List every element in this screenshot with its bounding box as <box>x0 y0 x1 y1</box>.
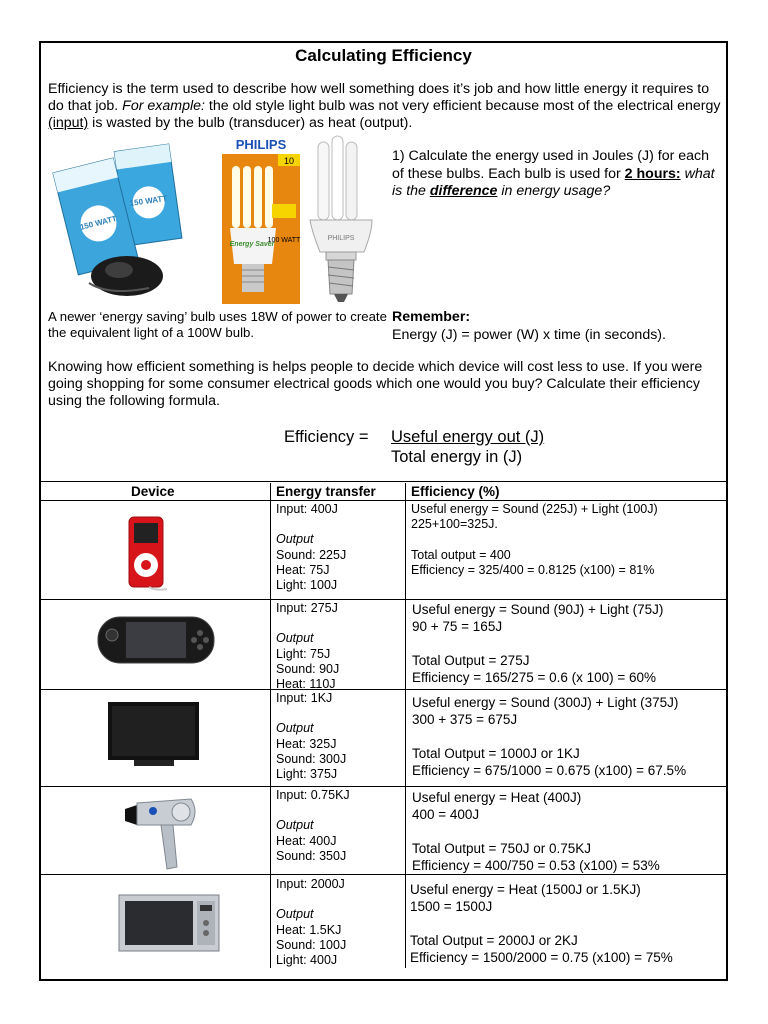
row3-output-label: Output <box>276 721 314 736</box>
intro-example-label: For example: <box>122 98 205 114</box>
page-title: Calculating Efficiency <box>295 46 472 65</box>
handheld-console-icon <box>96 613 216 668</box>
formula-label: Efficiency = <box>284 428 369 446</box>
intro-input-word: (input) <box>48 115 89 131</box>
row5-heat: Heat: 1.5KJ <box>276 922 342 937</box>
formula-denominator: Total energy in (J) <box>391 448 523 466</box>
row-divider-4 <box>41 874 726 875</box>
row2-transfer <box>276 601 339 692</box>
row5-useful: Useful energy = Heat (1500J or 1.5KJ) <box>410 882 641 897</box>
remember-box <box>392 309 722 344</box>
row3-sound: Sound: 300J <box>276 751 347 766</box>
row3-sum: 300 + 375 = 675J <box>412 712 518 727</box>
table-header-line <box>41 500 726 501</box>
row1-light: Light: 100J <box>276 578 338 593</box>
question-1 <box>392 148 724 201</box>
intro-text-3: is wasted by the bulb (transducer) as heat (output). <box>88 115 413 131</box>
row5-input: Input: 2000J <box>276 877 345 891</box>
formula-numerator: Useful energy out (J) <box>391 428 545 446</box>
row4-spacer <box>276 803 350 818</box>
row2-input: Input: 275J <box>276 601 338 615</box>
row-divider-1 <box>41 599 726 600</box>
row2-sum: 90 + 75 = 165J <box>412 619 503 634</box>
row4-result: Efficiency = 400/750 = 0.53 (x100) = 53% <box>412 858 660 873</box>
question-difference: difference <box>429 183 498 199</box>
row5-efficiency <box>410 881 673 966</box>
row3-useful: Useful energy = Sound (300J) + Light (375J) <box>412 695 679 710</box>
row1-total: Total output = 400 <box>411 547 511 562</box>
row1-result: Efficiency = 325/400 = 0.8125 (x100) = 81% <box>411 562 655 577</box>
intro-text-1: Efficiency is the term used to describe how well something does it’s job and how little energy it requires to do that job. <box>48 81 710 114</box>
row4-heat: Heat: 400J <box>276 833 337 848</box>
row3-total: Total Output = 1000J or 1KJ <box>412 746 580 761</box>
energy-saver-text: Energy Saver <box>229 241 275 248</box>
row4-total: Total Output = 750J or 0.75KJ <box>412 841 591 856</box>
microwave-icon <box>117 891 222 955</box>
row5-light: Light: 400J <box>276 953 338 968</box>
row2-efficiency <box>412 601 663 686</box>
worksheet <box>39 41 728 981</box>
row5-total: Total Output = 2000J or 2KJ <box>410 933 578 948</box>
row5-sound: Sound: 100J <box>276 937 347 952</box>
box-wattage: 100 WATT <box>267 237 301 244</box>
row3-transfer <box>276 691 346 782</box>
question-text-3: in energy usage? <box>497 183 611 199</box>
header-device: Device <box>131 484 175 499</box>
row-divider-3 <box>41 786 726 787</box>
energy-formula: Energy (J) = power (W) x time (in seconds). <box>392 326 666 343</box>
remember-heading: Remember: <box>392 309 471 325</box>
row4-transfer <box>276 788 350 864</box>
intro-paragraph <box>48 81 724 132</box>
row1-heat: Heat: 75J <box>276 562 330 577</box>
row1-spacer <box>276 517 346 532</box>
row3-efficiency <box>412 694 686 779</box>
energy-saving-note: A newer ‘energy saving’ bulb uses 18W of power to create the equivalent light of a 100W bulb. <box>48 309 387 340</box>
bulb-brand-text: PHILIPS <box>327 235 355 242</box>
row5-output-label: Output <box>276 907 314 922</box>
question-text-2: what is the <box>392 165 715 199</box>
row1-sound: Sound: 225J <box>276 547 347 562</box>
row3-input: Input: 1KJ <box>276 691 333 705</box>
row2-output-label: Output <box>276 631 314 646</box>
column-divider-1 <box>270 483 271 968</box>
row3-heat: Heat: 325J <box>276 736 337 751</box>
row5-gap <box>410 915 673 932</box>
row4-useful: Useful energy = Heat (400J) <box>412 790 582 805</box>
row2-heat: Heat: 110J <box>276 677 336 692</box>
row4-efficiency <box>412 789 660 874</box>
row5-sum: 1500 = 1500J <box>410 899 493 914</box>
header-efficiency: Efficiency (%) <box>411 484 500 499</box>
table-top-line <box>41 481 726 482</box>
box-wattage-front: 150 WATT <box>79 214 118 232</box>
row4-sound: Sound: 350J <box>276 848 347 863</box>
old-bulb-boxes-image <box>49 138 184 303</box>
row5-result: Efficiency = 1500/2000 = 0.75 (x100) = 75% <box>410 950 673 965</box>
row-divider-2 <box>41 689 726 690</box>
row1-efficiency <box>411 502 658 578</box>
row5-transfer <box>276 877 346 968</box>
row4-output-label: Output <box>276 818 314 833</box>
years-badge: 10 <box>283 156 295 166</box>
row2-light: Light: 75J <box>276 646 331 661</box>
row1-useful: Useful energy = Sound (225J) + Light (100J) <box>411 502 658 516</box>
row2-spacer <box>276 616 339 631</box>
row3-light: Light: 375J <box>276 767 338 782</box>
row3-gap <box>412 728 686 745</box>
box-wattage-back: 150 WATT <box>129 193 168 208</box>
row4-input: Input: 0.75KJ <box>276 788 350 802</box>
row1-sum: 225+100=325J. <box>411 517 498 532</box>
energy-saver-box-image <box>222 134 302 306</box>
row3-spacer <box>276 706 346 721</box>
header-energy-transfer: Energy transfer <box>276 484 376 499</box>
row5-spacer <box>276 892 346 907</box>
knowing-paragraph: Knowing how efficient something is helps people to decide which device will cost less to use. If you were going shopping for some consumer electrical goods which one would you buy? Calculate their efficiency using the following formula. <box>48 359 703 409</box>
hair-dryer-icon <box>121 797 201 872</box>
row1-transfer <box>276 502 346 593</box>
row2-result: Efficiency = 165/275 = 0.6 (x 100) = 60% <box>412 670 657 685</box>
philips-logo-text: PHILIPS <box>235 137 287 152</box>
question-hours: 2 hours: <box>624 165 681 182</box>
row4-sum: 400 = 400J <box>412 807 480 822</box>
row2-sound: Sound: 90J <box>276 661 340 676</box>
energy-saving-bulb-image <box>306 134 381 306</box>
intro-text-2: the old style light bulb was not very efficient because most of the electrical energy <box>204 98 721 114</box>
row2-total: Total Output = 275J <box>412 653 530 668</box>
mp3-player-icon <box>119 515 179 593</box>
row1-output-label: Output <box>276 532 314 547</box>
row4-gap <box>412 823 660 840</box>
row3-result: Efficiency = 675/1000 = 0.675 (x100) = 67.5% <box>412 763 687 778</box>
row1-input: Input: 400J <box>276 502 338 516</box>
row2-gap <box>412 635 663 652</box>
column-divider-2 <box>405 483 406 968</box>
row2-useful: Useful energy = Sound (90J) + Light (75J) <box>412 602 664 617</box>
question-text-1: 1) Calculate the energy used in Joules (J) for each of these bulbs. Each bulb is used for <box>392 148 710 182</box>
row1-gap <box>411 532 658 547</box>
